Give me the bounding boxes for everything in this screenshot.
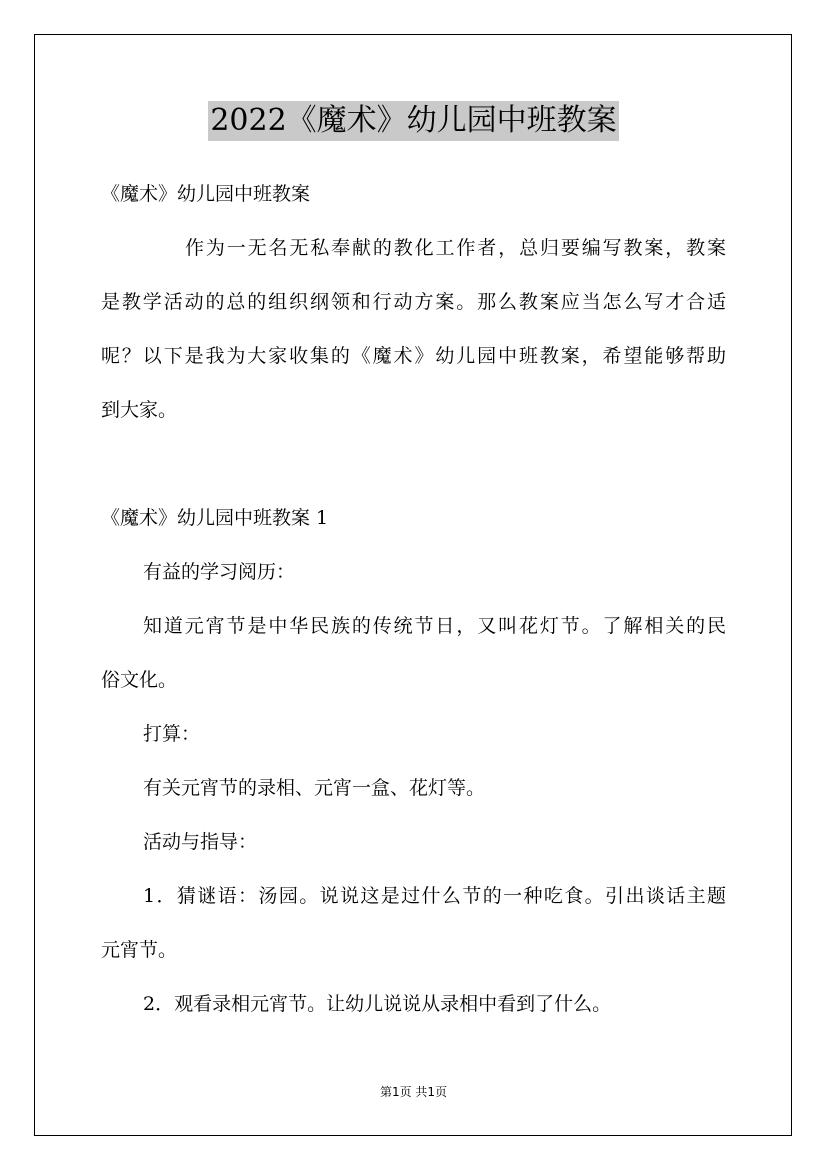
activity-label: 活动与指导：: [143, 831, 258, 853]
prep-text: 有关元宵节的录相、元宵一盒、花灯等。: [143, 777, 486, 799]
title-container: [0, 101, 827, 141]
goals-line-1: 知道元宵节是中华民族的传统节日，又叫花灯节。了解相关的民: [143, 615, 726, 637]
step1-line-1: 1．猜谜语：汤园。说说这是过什么节的一种吃食。引出谈话主题: [143, 885, 726, 907]
goals-label: 有益的学习阅历：: [143, 561, 296, 583]
intro-line-2: 是教学活动的总的组织纲领和行动方案。那么教案应当怎么写才合适: [101, 291, 726, 313]
intro-line-4: 到大家。: [101, 399, 178, 421]
intro-line-1: 作为一无名无私奉献的教化工作者，总归要编写教案，教案: [185, 237, 726, 259]
page-footer: 第1页 共1页: [379, 1085, 448, 1099]
subtitle: 《魔术》幼儿园中班教案: [101, 183, 311, 205]
goals-line-2: 俗文化。: [101, 669, 178, 691]
section-heading: 《魔术》幼儿园中班教案 1: [101, 507, 329, 529]
intro-line-3: 呢？以下是我为大家收集的《魔术》幼儿园中班教案，希望能够帮助: [101, 345, 726, 367]
step1-line-2: 元宵节。: [101, 939, 178, 961]
step2-text: 2．观看录相元宵节。让幼儿说说从录相中看到了什么。: [143, 993, 612, 1015]
prep-label: 打算：: [143, 723, 201, 745]
document-title: 2022《魔术》幼儿园中班教案: [208, 101, 618, 141]
